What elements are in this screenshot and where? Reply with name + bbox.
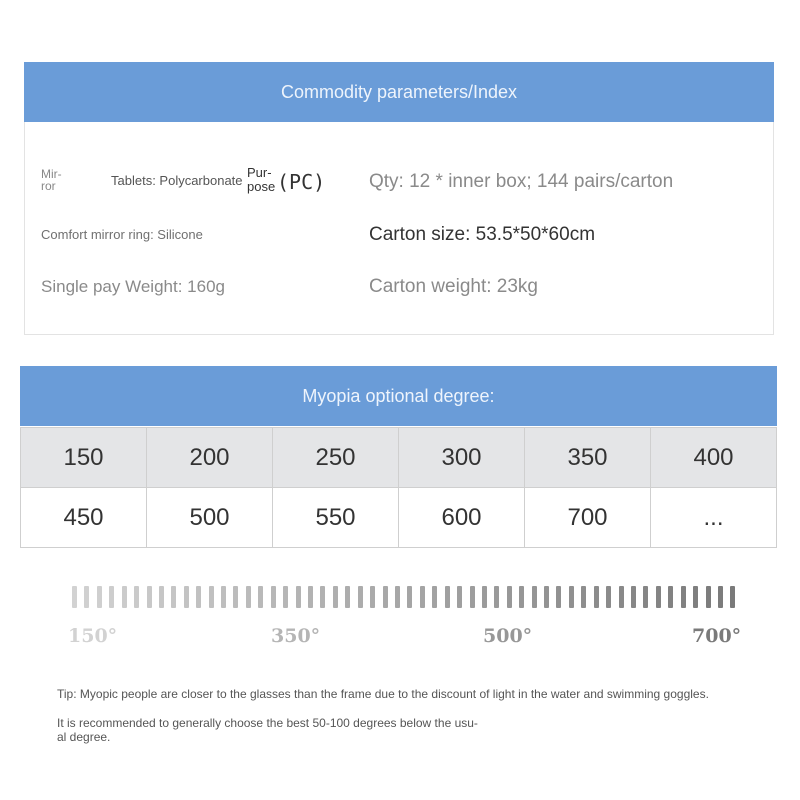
params-title: Commodity parameters/Index: [280, 81, 518, 102]
scale-tick: [457, 586, 462, 608]
scale-tick: [432, 586, 437, 608]
degree-cell: 350: [525, 428, 651, 488]
scale-tick: [296, 586, 301, 608]
scale-tick: [134, 586, 139, 608]
scale-tick: [507, 586, 512, 608]
purpose-label-line2: pose: [247, 179, 276, 194]
mirror-label-line1: Mir-: [41, 167, 62, 181]
scale-tick: [556, 586, 561, 608]
scale-tick: [358, 586, 363, 608]
degree-row: [21, 488, 777, 548]
scale-tick: [221, 586, 226, 608]
scale-tick: [345, 586, 350, 608]
scale-tick: [532, 586, 537, 608]
scale-tick: [619, 586, 624, 608]
carton-weight-spec: Carton weight: 23kg: [369, 276, 538, 297]
degree-table: [20, 427, 777, 548]
scale-tick: [581, 586, 586, 608]
scale-label-350: 350°: [271, 625, 321, 647]
scale-label-150: 150°: [68, 625, 118, 647]
scale-tick: [407, 586, 412, 608]
scale-tick: [494, 586, 499, 608]
scale-tick: [445, 586, 450, 608]
purpose-label-line1: Pur-: [247, 165, 272, 180]
scale-tick: [519, 586, 524, 608]
tip-text: Tip: Myopic people are closer to the glasses than the frame due to the discount of light in the water and swimming goggles.: [57, 687, 709, 701]
degree-cell: 450: [21, 488, 147, 548]
scale-tick: [693, 586, 698, 608]
scale-tick: [184, 586, 189, 608]
degree-title: Myopia optional degree:: [302, 385, 495, 406]
scale-tick: [643, 586, 648, 608]
degree-cell: 600: [399, 488, 525, 548]
params-body: [24, 122, 774, 335]
degree-cell: 400: [651, 428, 777, 488]
scale-tick: [72, 586, 77, 608]
degree-scale-bars: [72, 586, 736, 608]
scale-tick: [482, 586, 487, 608]
degree-row: [21, 428, 777, 488]
scale-tick: [631, 586, 636, 608]
scale-tick: [333, 586, 338, 608]
degree-cell: 700: [525, 488, 651, 548]
params-header: [24, 62, 774, 122]
scale-tick: [544, 586, 549, 608]
qty-spec: Qty: 12 * inner box; 144 pairs/carton: [369, 171, 674, 192]
scale-tick: [656, 586, 661, 608]
degree-cell: ...: [651, 488, 777, 548]
single-weight-spec: Single pay Weight: 160g: [41, 277, 225, 296]
scale-tick: [97, 586, 102, 608]
recommendation-line2: al degree.: [57, 730, 111, 744]
carton-size-spec: Carton size: 53.5*50*60cm: [369, 224, 596, 245]
scale-tick: [594, 586, 599, 608]
pc-label: (PC): [277, 170, 326, 194]
scale-label-500: 500°: [483, 625, 533, 647]
scale-tick: [320, 586, 325, 608]
scale-tick: [470, 586, 475, 608]
scale-tick: [122, 586, 127, 608]
scale-tick: [159, 586, 164, 608]
scale-tick: [196, 586, 201, 608]
scale-tick: [420, 586, 425, 608]
scale-tick: [606, 586, 611, 608]
scale-tick: [681, 586, 686, 608]
scale-tick: [308, 586, 313, 608]
scale-tick: [383, 586, 388, 608]
scale-tick: [569, 586, 574, 608]
scale-tick: [718, 586, 723, 608]
scale-tick: [84, 586, 89, 608]
scale-tick: [246, 586, 251, 608]
degree-cell: 500: [147, 488, 273, 548]
tablets-spec: Tablets: Polycarbonate: [111, 173, 243, 188]
comfort-ring-spec: Comfort mirror ring: Silicone: [41, 227, 203, 242]
degree-header: [20, 366, 777, 426]
scale-tick: [706, 586, 711, 608]
scale-tick: [668, 586, 673, 608]
scale-tick: [258, 586, 263, 608]
scale-tick: [283, 586, 288, 608]
degree-cell: 250: [273, 428, 399, 488]
degree-cell: 300: [399, 428, 525, 488]
degree-cell: 200: [147, 428, 273, 488]
scale-tick: [109, 586, 114, 608]
scale-label-700: 700°: [692, 625, 742, 647]
scale-tick: [271, 586, 276, 608]
scale-tick: [233, 586, 238, 608]
scale-tick: [147, 586, 152, 608]
scale-tick: [730, 586, 735, 608]
scale-tick: [171, 586, 176, 608]
mirror-label-line2: ror: [41, 179, 56, 193]
scale-tick: [370, 586, 375, 608]
recommendation-line1: It is recommended to generally choose the best 50-100 degrees below the usu-: [57, 716, 478, 730]
degree-cell: 550: [273, 488, 399, 548]
scale-tick: [395, 586, 400, 608]
scale-tick: [209, 586, 214, 608]
degree-cell: 150: [21, 428, 147, 488]
